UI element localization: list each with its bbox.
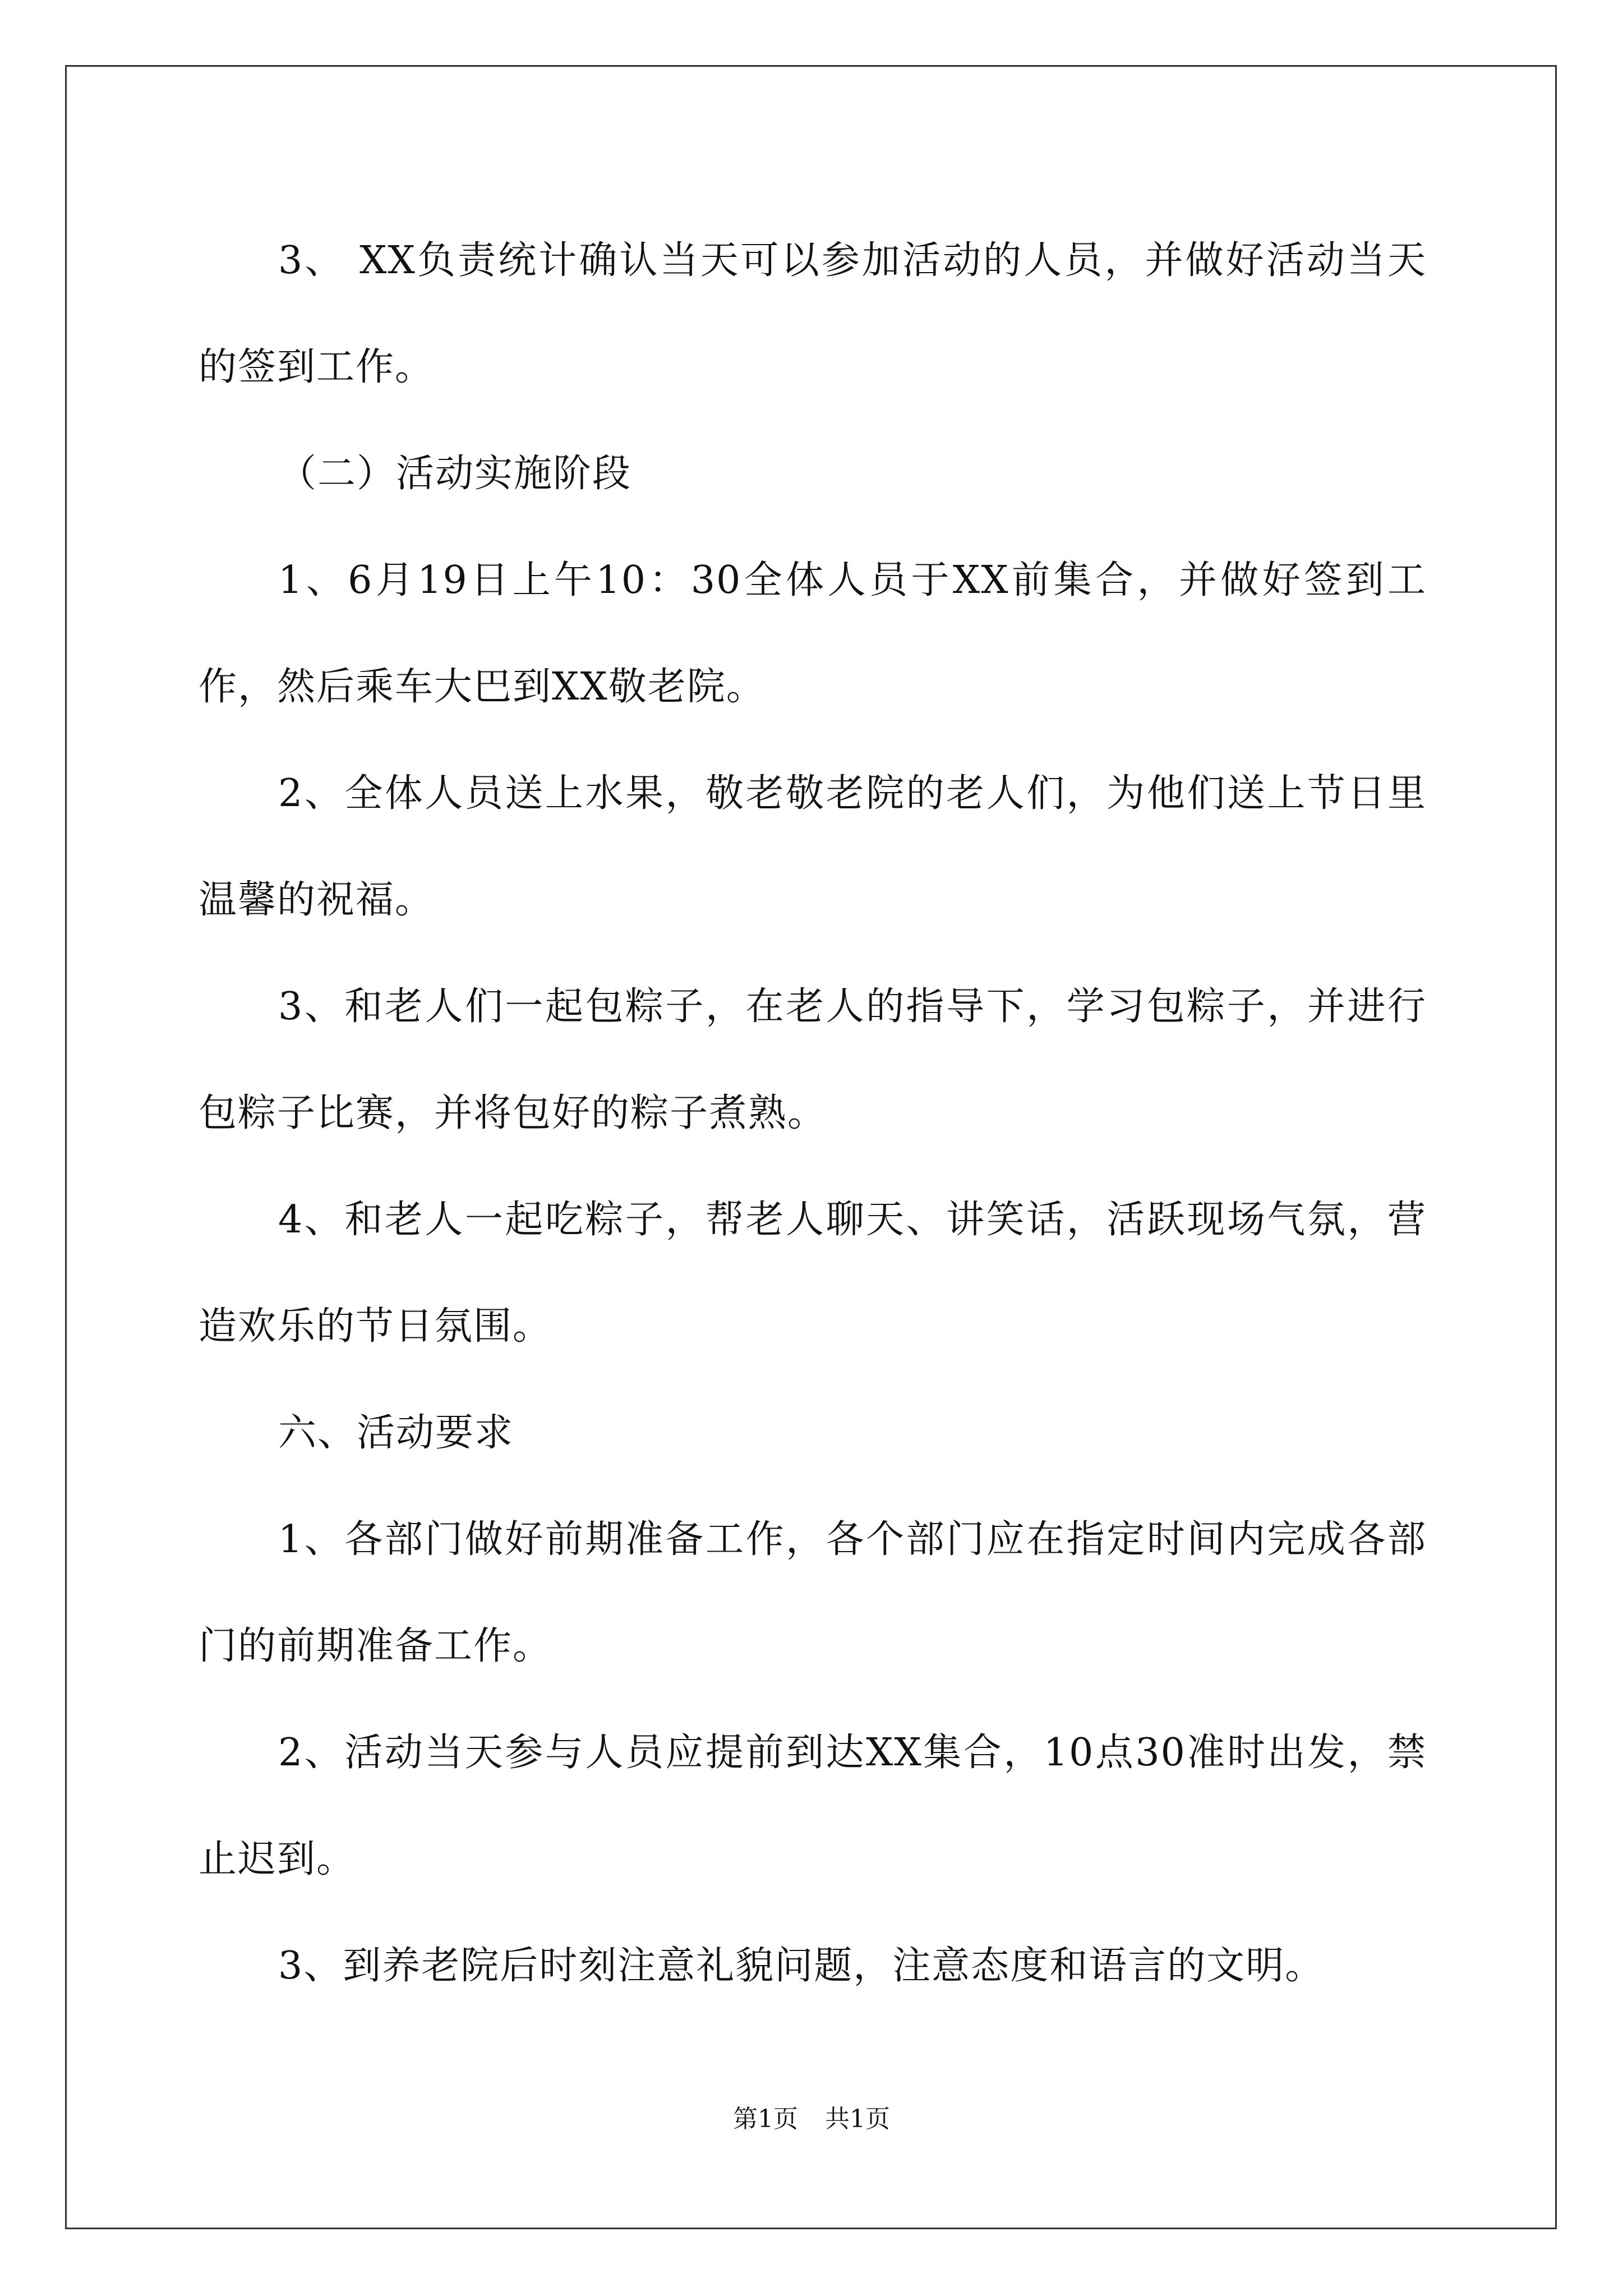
page-number: 第1页 bbox=[733, 2105, 798, 2133]
paragraph: 3、和老人们一起包粽子，在老人的指导下，学习包粽子，并进行包粽子比赛，并将包好的粽子煮熟。 bbox=[199, 984, 1427, 1135]
page-total: 共1页 bbox=[825, 2105, 890, 2133]
document-body bbox=[199, 208, 1427, 2019]
paragraph: 2、活动当天参与人员应提前到达XX集合，10点30准时出发，禁止迟到。 bbox=[199, 1731, 1427, 1881]
page-footer bbox=[0, 2102, 1623, 2136]
paragraph: 1、6月19日上午10：30全体人员于XX前集合，并做好签到工作，然后乘车大巴到XX敬老院。 bbox=[199, 558, 1427, 709]
paragraph: 2、全体人员送上水果，敬老敬老院的老人们，为他们送上节日里温馨的祝福。 bbox=[199, 771, 1427, 922]
section-heading: （二）活动实施阶段 bbox=[278, 452, 632, 496]
paragraph: 4、和老人一起吃粽子，帮老人聊天、讲笑话，活跃现场气氛，营造欢乐的节日氛围。 bbox=[199, 1198, 1427, 1349]
paragraph: 3、到养老院后时刻注意礼貌问题，注意态度和语言的文明。 bbox=[278, 1944, 1325, 1988]
section-heading: 六、活动要求 bbox=[278, 1411, 514, 1455]
paragraph: 3、 XX负责统计确认当天可以参加活动的人员，并做好活动当天的签到工作。 bbox=[199, 238, 1427, 389]
paragraph: 1、各部门做好前期准备工作，各个部门应在指定时间内完成各部门的前期准备工作。 bbox=[199, 1517, 1427, 1668]
